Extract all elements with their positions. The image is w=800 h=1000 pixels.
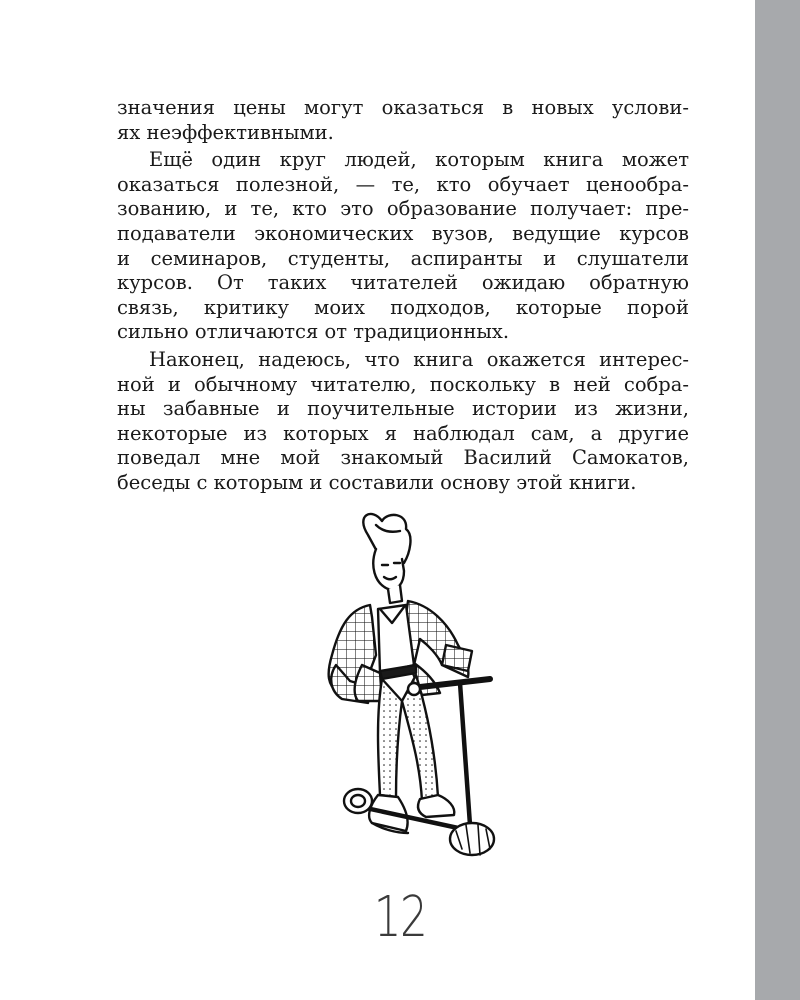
text-line: и семинаров, студенты, аспиранты и слушатели (117, 246, 689, 270)
page-edge-bar (755, 0, 800, 1000)
text-line: подаватели экономических вузов, ведущие курсов (117, 221, 689, 245)
text-line: ях неэффективными. (117, 120, 334, 144)
text-line: поведал мне мой знакомый Василий Самокатов, (117, 446, 689, 470)
text-line: зованию, и те, кто это образование получает: пре- (117, 197, 689, 221)
paragraph-2 (117, 148, 689, 345)
text-line: оказаться полезной, — те, кто обучает ценообра- (117, 172, 689, 196)
text-line: связь, критику моих подходов, которые порой (117, 295, 689, 319)
text-line: ны забавные и поучительные истории из жизни, (117, 397, 689, 421)
text-line: беседы с которым и составили основу этой книги. (117, 470, 637, 494)
text-line: ной и обычному читателю, поскольку в ней собра- (117, 372, 689, 396)
text-line: сильно отличаются от традиционных. (117, 320, 510, 344)
scooter-man-illustration (310, 505, 510, 860)
text-line: курсов. От таких читателей ожидаю обратную (117, 271, 689, 295)
paragraph-1 (117, 96, 689, 145)
body-text (117, 96, 689, 499)
paragraph-3 (117, 348, 689, 496)
text-line: Наконец, надеюсь, что книга окажется интерес- (149, 347, 689, 371)
text-line: значения цены могут оказаться в новых услови- (117, 96, 689, 119)
text-line: некоторые из которых я наблюдал сам, а другие (117, 421, 689, 445)
page-number: 12 (373, 885, 427, 950)
text-line: Ещё один круг людей, которым книга может (149, 148, 689, 172)
